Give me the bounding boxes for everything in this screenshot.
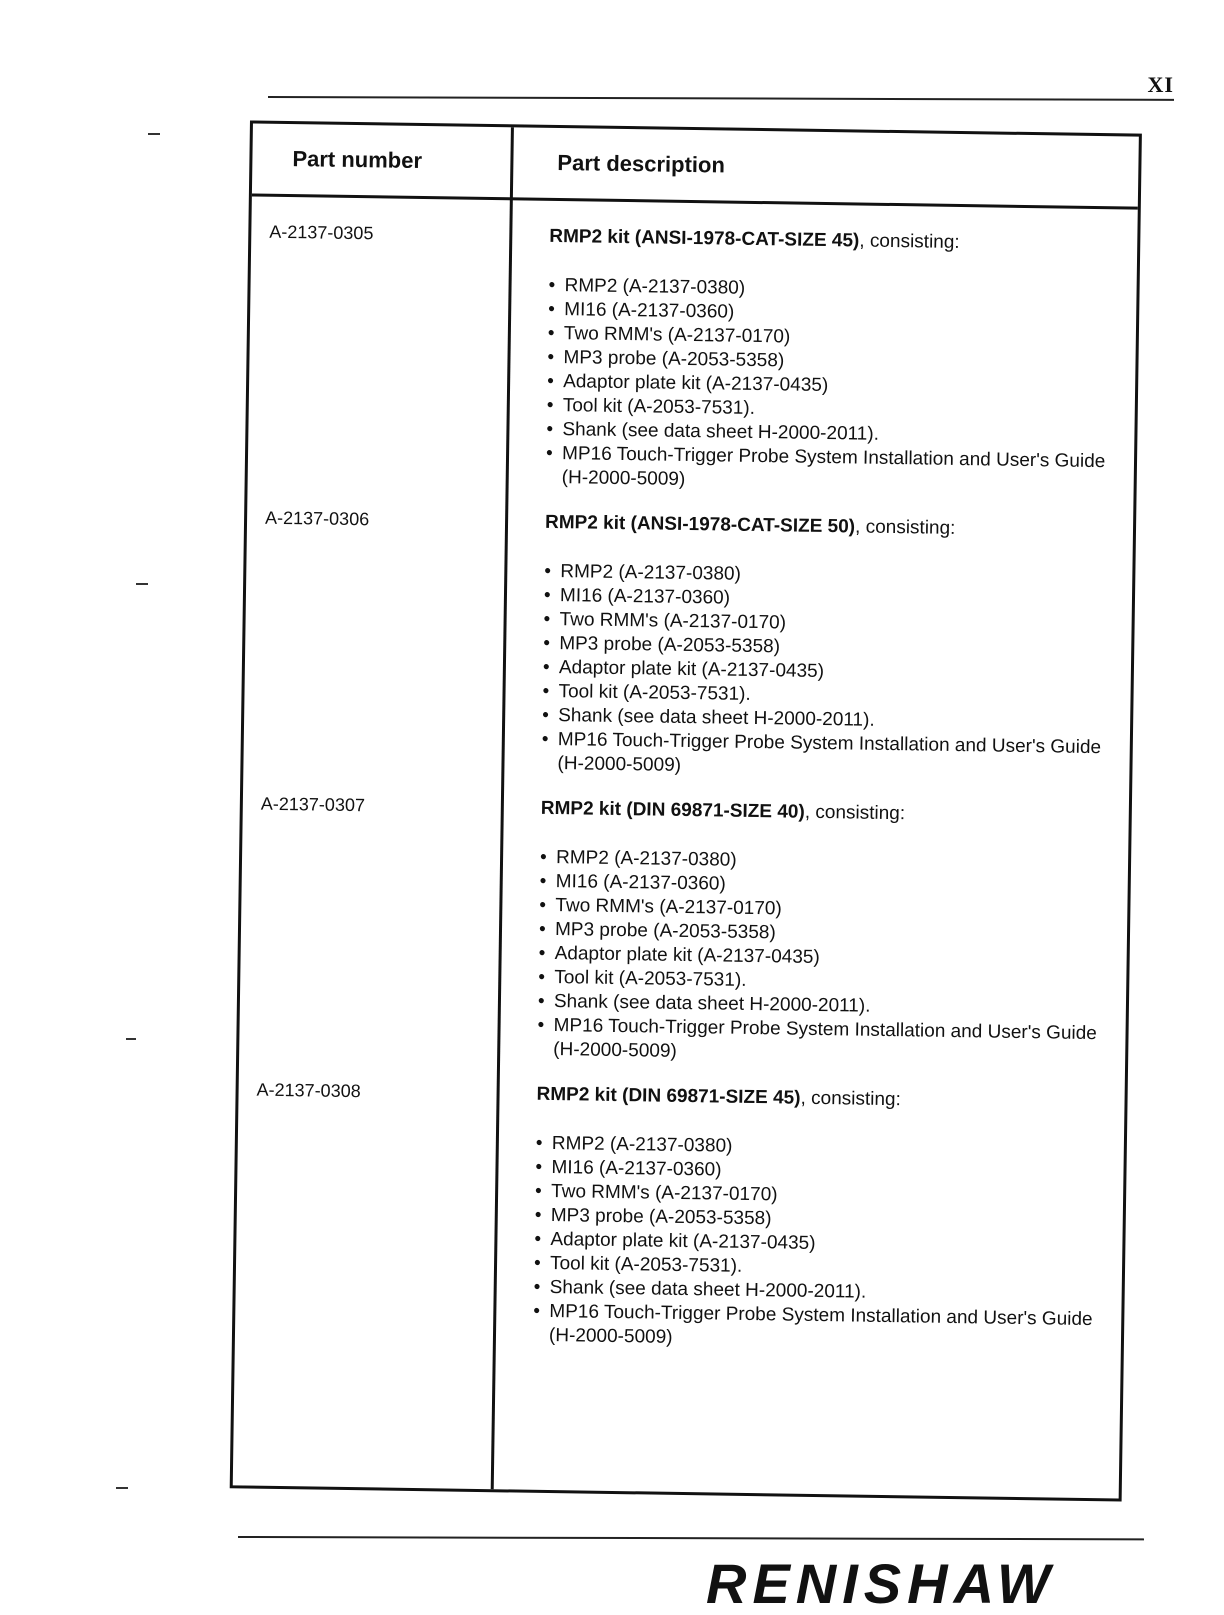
top-rule <box>268 96 1174 101</box>
list-item: • MI16 (A-2137-0360) <box>556 870 1108 902</box>
list-item: • Two RMM's (A-2137-0170) <box>564 322 1116 354</box>
scan-mark <box>148 133 160 135</box>
list-item: • Shank (see data sheet H-2000-2011). <box>558 704 1110 736</box>
header-rule <box>252 193 1138 209</box>
column-header-part-number: Part number <box>292 146 423 173</box>
list-item: • Tool kit (A-2053-7531). <box>550 1252 1102 1284</box>
list-item: • RMP2 (A-2137-0380) <box>552 1132 1104 1164</box>
list-item: • Adaptor plate kit (A-2137-0435) <box>559 656 1111 688</box>
list-item: • MP3 probe (A-2053-5358) <box>559 632 1111 664</box>
list-item: • Adaptor plate kit (A-2137-0435) <box>554 942 1106 974</box>
page-number: XI <box>1147 72 1174 97</box>
table-body <box>235 219 1138 1376</box>
part-number-cell: A-2137-0305 <box>269 221 374 244</box>
kit-title <box>536 1084 1104 1114</box>
kit-item-list <box>537 846 1108 1070</box>
kit-title-suffix: , consisting: <box>800 1087 902 1111</box>
list-item: • Adaptor plate kit (A-2137-0435) <box>563 370 1115 402</box>
list-item: • MP3 probe (A-2053-5358) <box>563 346 1115 378</box>
kit-title-suffix: , consisting: <box>859 230 960 253</box>
list-item: • RMP2 (A-2137-0380) <box>556 846 1108 878</box>
list-item: • Shank (see data sheet H-2000-2011). <box>550 1276 1102 1308</box>
list-item: • Shank (see data sheet H-2000-2011). <box>562 418 1114 450</box>
part-number-cell: A-2137-0308 <box>256 1079 361 1102</box>
company-logo: RENISHAW <box>706 1552 1056 1615</box>
kit-title <box>545 512 1113 542</box>
part-description-cell <box>546 226 1118 498</box>
table-border <box>230 120 1142 1501</box>
list-item: • Adaptor plate kit (A-2137-0435) <box>550 1228 1102 1260</box>
bottom-rule <box>238 1536 1144 1540</box>
parts-table <box>200 120 1142 1502</box>
part-description-cell <box>541 512 1113 784</box>
list-item: • MI16 (A-2137-0360) <box>560 584 1112 616</box>
list-item: • MP3 probe (A-2053-5358) <box>555 918 1107 950</box>
kit-title-bold: RMP2 kit (ANSI-1978-CAT-SIZE 45) <box>549 225 860 252</box>
kit-title <box>549 226 1117 256</box>
table-row <box>247 219 1137 518</box>
table-row <box>235 1077 1125 1376</box>
kit-title-suffix: , consisting: <box>804 801 906 825</box>
kit-title-bold: RMP2 kit (ANSI-1978-CAT-SIZE 50) <box>544 511 856 538</box>
list-item: • MI16 (A-2137-0360) <box>551 1156 1103 1188</box>
kit-title-bold: RMP2 kit (DIN 69871-SIZE 40) <box>540 797 805 823</box>
kit-item-list <box>533 1132 1104 1356</box>
list-item: • RMP2 (A-2137-0380) <box>560 560 1112 592</box>
list-item: • Tool kit (A-2053-7531). <box>563 394 1115 426</box>
list-item: • Two RMM's (A-2137-0170) <box>551 1180 1103 1212</box>
kit-item-list <box>546 274 1117 498</box>
kit-title-bold: RMP2 kit (DIN 69871-SIZE 45) <box>536 1083 801 1109</box>
scan-mark <box>136 583 148 585</box>
scan-mark <box>126 1038 136 1040</box>
kit-title <box>541 798 1109 828</box>
list-item: • RMP2 (A-2137-0380) <box>564 274 1116 306</box>
list-item: • Two RMM's (A-2137-0170) <box>555 894 1107 926</box>
list-item: • Shank (see data sheet H-2000-2011). <box>554 990 1106 1022</box>
kit-item-list <box>541 560 1112 784</box>
scan-mark <box>116 1487 128 1489</box>
list-item: • Tool kit (A-2053-7531). <box>554 966 1106 998</box>
list-item: • MP16 Touch-Trigger Probe System Installation and User's Guide (H-2000-5009) <box>553 1014 1106 1070</box>
list-item: • MP16 Touch-Trigger Probe System Installation and User's Guide (H-2000-5009) <box>549 1300 1102 1356</box>
kit-title-suffix: , consisting: <box>854 516 956 539</box>
part-number-cell: A-2137-0306 <box>264 507 370 530</box>
list-item: • Two RMM's (A-2137-0170) <box>559 608 1111 640</box>
part-description-cell <box>537 798 1109 1070</box>
column-header-part-description: Part description <box>557 150 726 178</box>
table-row <box>243 505 1133 804</box>
list-item: • MP3 probe (A-2053-5358) <box>551 1204 1103 1236</box>
table-row <box>239 791 1129 1090</box>
part-description-cell <box>533 1084 1105 1356</box>
part-number-cell: A-2137-0307 <box>260 793 366 816</box>
list-item: • MP16 Touch-Trigger Probe System Installation and User's Guide (H-2000-5009) <box>557 728 1110 784</box>
list-item: • MP16 Touch-Trigger Probe System Installation and User's Guide (H-2000-5009) <box>562 442 1115 498</box>
list-item: • Tool kit (A-2053-7531). <box>558 680 1110 712</box>
list-item: • MI16 (A-2137-0360) <box>564 298 1116 330</box>
